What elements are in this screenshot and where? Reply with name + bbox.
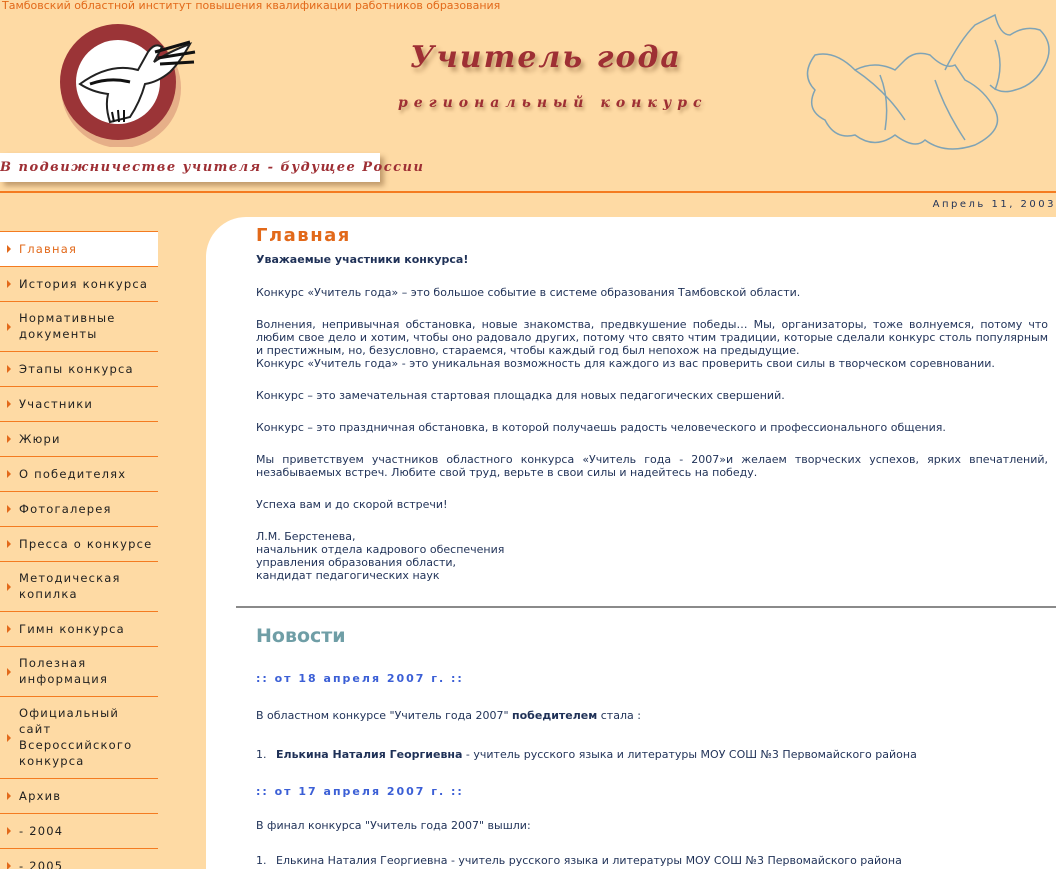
sidebar-item-participants[interactable]: Участники (0, 386, 158, 421)
sidebar-item-official-site[interactable]: Официальный сайт Всероссийского конкурса (0, 696, 158, 778)
arrow-right-icon (7, 827, 11, 835)
sidebar-item-home[interactable]: Главная (0, 231, 158, 266)
news-text: В областном конкурсе "Учитель года 2007" победителем стала : (256, 709, 641, 722)
arrow-right-icon (7, 245, 11, 253)
site-subtitle: региональный конкурс (398, 95, 708, 111)
sidebar-item-2004[interactable]: - 2004 (0, 813, 158, 848)
sidebar-nav (0, 231, 158, 869)
paragraph: Конкурс «Учитель года» - это уникальная возможность для каждого из вас проверить свои силы в творческом соревновании. (256, 357, 995, 370)
arrow-right-icon (7, 280, 11, 288)
arrow-right-icon (7, 792, 11, 800)
paragraph: Конкурс – это замечательная стартовая площадка для новых педагогических свершений. (256, 389, 785, 402)
motto-banner: В подвижничестве учителя - будущее России (0, 153, 380, 182)
site-header (0, 0, 1056, 210)
arrow-right-icon (7, 365, 11, 373)
sidebar-item-history[interactable]: История конкурса (0, 266, 158, 301)
paragraph: Волнения, непривычная обстановка, новые знакомства, предвкушение победы… Мы, организаторы, тоже волнуемся, потому что любим свое дело и хотим, чтобы оно радовало других, потому что свято чтим традиции, которые сделали конкурс столь популярным и престижным, но, безусловно, стараемся, чтобы каждый год был непохож на предыдущие. (256, 318, 1048, 357)
news-date: :: от 18 апреля 2007 г. :: (256, 672, 464, 685)
sidebar-item-regulations[interactable]: Нормативные документы (0, 301, 158, 351)
arrow-right-icon (7, 625, 11, 633)
signature: Л.М. Берстенева, начальник отдела кадрового обеспечения управления образования области, кандидат педагогических наук (256, 530, 505, 582)
sidebar-item-2005[interactable]: - 2005 (0, 848, 158, 869)
sidebar-item-anthem[interactable]: Гимн конкурса (0, 611, 158, 646)
paragraph: Конкурс «Учитель года» – это большое событие в системе образования Тамбовской области. (256, 286, 801, 299)
arrow-right-icon (7, 734, 11, 742)
news-date: :: от 17 апреля 2007 г. :: (256, 785, 464, 798)
arrow-right-icon (7, 583, 11, 591)
news-title: Новости (256, 625, 346, 647)
sidebar-item-winners[interactable]: О победителях (0, 456, 158, 491)
greeting: Уважаемые участники конкурса! (256, 253, 469, 266)
maple-leaves-decoration-icon (795, 10, 1056, 155)
arrow-right-icon (7, 668, 11, 676)
site-title: Учитель года (410, 40, 682, 75)
paragraph: Мы приветствуем участников областного конкурса «Учитель года - 2007»и желаем творческих успехов, ярких впечатлений, незабываемых встреч. Любите свой труд, верьте в свои силы и надейтесь на победу. (256, 453, 1048, 479)
sidebar-item-photogallery[interactable]: Фотогалерея (0, 491, 158, 526)
page-title: Главная (256, 225, 351, 246)
news-list-item: 1. Елькина Наталия Георгиевна - учитель русского языка и литературы МОУ СОШ №3 Первомайского района (256, 748, 917, 761)
arrow-right-icon (7, 470, 11, 478)
arrow-right-icon (7, 540, 11, 548)
sidebar-item-methodical[interactable]: Методическая копилка (0, 561, 158, 611)
main-content (206, 217, 1056, 869)
arrow-right-icon (7, 323, 11, 331)
sidebar-item-useful-info[interactable]: Полезная информация (0, 646, 158, 696)
paragraph: Конкурс – это праздничная обстановка, в которой получаешь радость человеческого и профессионального общения. (256, 421, 946, 434)
sidebar-item-jury[interactable]: Жюри (0, 421, 158, 456)
winner-name-link[interactable]: Елькина Наталия Георгиевна (276, 748, 463, 761)
arrow-right-icon (7, 505, 11, 513)
paragraph: Успеха вам и до скорой встречи! (256, 498, 448, 511)
news-list-item: 1. Елькина Наталия Георгиевна - учитель русского языка и литературы МОУ СОШ №3 Первомайского района (256, 854, 902, 867)
news-text: В финал конкурса "Учитель года 2007" вышли: (256, 819, 531, 832)
header-divider (0, 191, 1056, 193)
sidebar-item-press[interactable]: Пресса о конкурсе (0, 526, 158, 561)
institute-name: Тамбовский областной институт повышения квалификации работников образования (2, 0, 501, 12)
section-divider (236, 606, 1056, 608)
pelican-logo-icon[interactable] (50, 22, 200, 147)
sidebar-item-stages[interactable]: Этапы конкурса (0, 351, 158, 386)
arrow-right-icon (7, 435, 11, 443)
arrow-right-icon (7, 862, 11, 869)
current-date: Апрель 11, 2003 (932, 199, 1056, 210)
sidebar-item-archive[interactable]: Архив (0, 778, 158, 813)
arrow-right-icon (7, 400, 11, 408)
